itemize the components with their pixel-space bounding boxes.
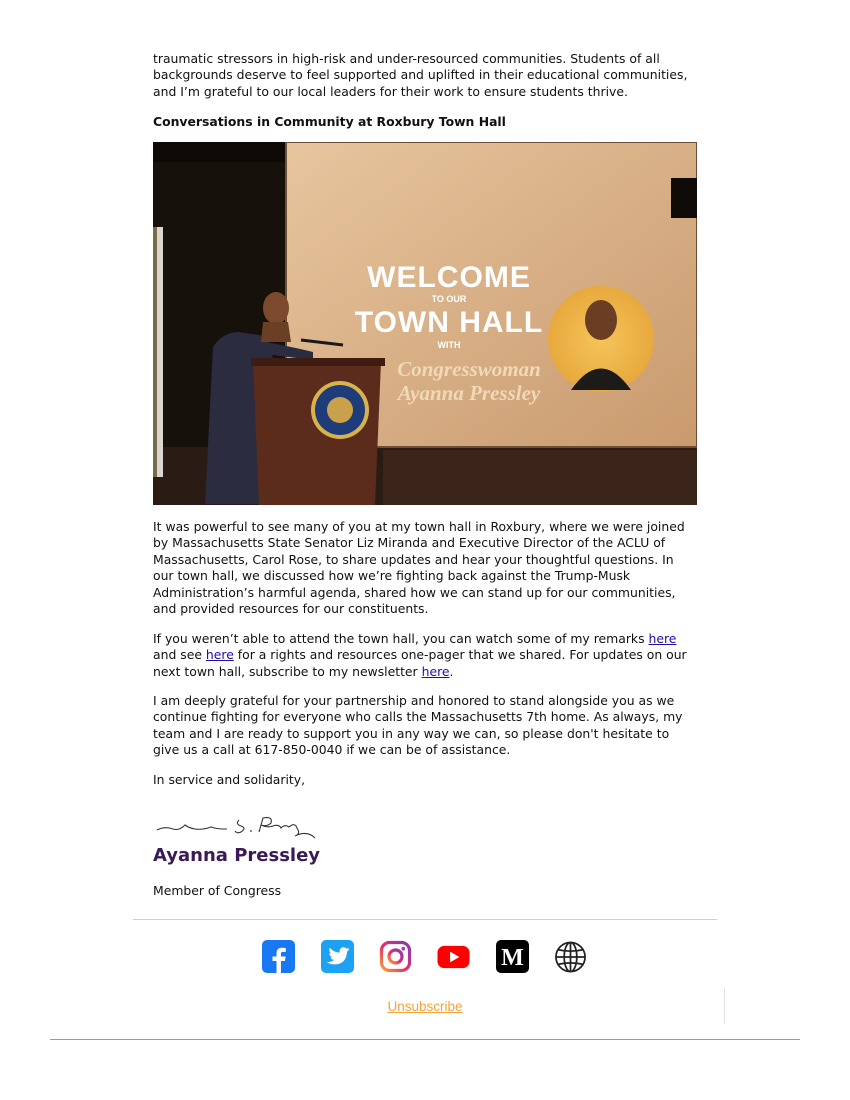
intro-block [153,51,697,100]
section-heading-block [153,114,697,130]
unsubscribe-link[interactable]: Unsubscribe [387,999,463,1014]
text-segment: . [449,663,454,679]
screen-name-text: Ayanna Pressley [397,381,541,405]
footer-edge-line [724,988,725,1024]
signature-title: Member of Congress [153,883,282,898]
signature-name: Ayanna Pressley [153,845,321,866]
resources-link[interactable]: here [205,647,234,663]
facebook-icon[interactable] [262,940,295,973]
screen-congresswoman-text: Congresswoman [397,357,541,381]
text-segment: for a rights and resources one-pager that we shared. For updates on our next town hall, subscribe to my newsletter [153,647,687,679]
screen-with-text: WITH [437,340,461,350]
twitter-icon[interactable] [321,940,354,973]
paragraph-town-hall: It was powerful to see many of you at my town hall in Roxbury, where we were joined by Massachusetts State Senator Liz Miranda and Executive Director of the ACLU of Massachusetts, Carol Rose, to share updates and hear your thoughtful questions. In our town hall, we discussed how we’re fighting back against the Trump-Musk Administration’s harmful agenda, shared how we can stand up for our communities, and provided resources for our constituents. [153,519,685,617]
signature-title-block [153,883,697,899]
signature-name-block [153,845,697,866]
svg-text:M: M [501,945,524,971]
screen-town-hall-text: TOWN HALL [354,306,544,339]
closing-line: In service and solidarity, [153,772,306,787]
section-heading: Conversations in Community at Roxbury Town Hall [153,114,506,129]
remarks-link[interactable]: here [648,631,677,646]
unsubscribe-block [0,999,850,1014]
closing-block [153,772,697,788]
page-bottom-rule [50,1039,800,1040]
newsletter-link[interactable]: here [421,663,450,679]
body-paragraph-3 [153,693,697,759]
town-hall-photo [153,142,697,505]
screen-to-our-text: TO OUR [431,294,467,304]
youtube-icon[interactable] [437,940,470,973]
paragraph-links [153,631,697,680]
intro-paragraph: traumatic stressors in high-risk and under-resourced communities. Students of all backgrounds deserve to feel supported and uplifted in their educational communities, and I’m grateful to our local leaders for their work to ensure students thrive. [153,51,688,99]
text-segment: If you weren’t able to attend the town hall, you can watch some of my remarks [153,631,649,646]
medium-icon[interactable] [496,940,529,973]
instagram-icon[interactable] [379,940,412,973]
body-paragraph-1 [153,519,697,617]
handwritten-signature [155,814,325,842]
text-segment: and see [153,647,206,663]
screen-welcome-text: WELCOME [367,261,531,294]
paragraph-gratitude: I am deeply grateful for your partnership and honored to stand alongside you as we continue fighting for everyone who calls the Massachusetts 7th home. As always, my team and I are ready to support you in any way we can, so please don't hesitate to give us a call at 617-850-0040 if we can be of assistance. [153,693,683,758]
globe-icon[interactable] [554,940,587,973]
body-paragraph-2 [153,631,697,680]
footer-divider [133,919,717,920]
